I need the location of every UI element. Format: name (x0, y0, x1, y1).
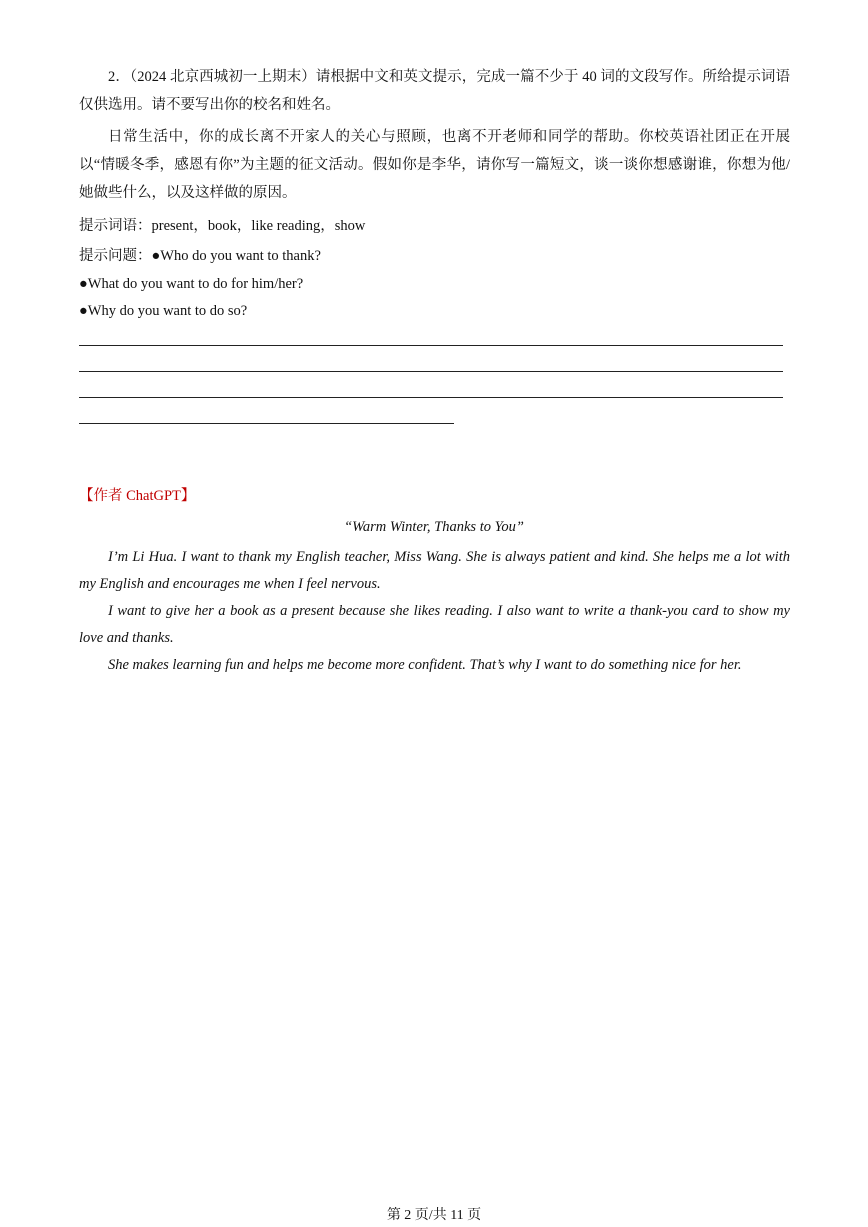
essay-paragraph-3: She makes learning fun and helps me become more confident. That’s why I want to do something nice for her. (108, 657, 742, 673)
question-situation: 日常生活中，你的成长离不开家人的关心与照顾，也离不开老师和同学的帮助。你校英语社团正在开展以“情暖冬季，感恩有你”为主题的征文活动。假如你是李华，请你写一篇短文，谈一谈你想感谢谁，你想为他/她做些什么，以及这样做的原因。 (79, 129, 790, 201)
answer-line-4 (79, 423, 454, 424)
answer-line-2 (79, 371, 783, 372)
essay-paragraph-2: I want to give her a book as a present because she likes reading. I also want to write a thank-you card to show my love and thanks. (79, 603, 790, 646)
question-intro: 2．（2024 北京西城初一上期末）请根据中文和英文提示，完成一篇不少于 40 词的文段写作。所给提示词语仅供选用。请不要写出你的校名和姓名。 (79, 69, 790, 113)
hint-words: 提示词语：present，book，like reading，show (79, 218, 366, 234)
hint-question-3: ●Why do you want to do so? (79, 303, 248, 319)
page-number: 第 2 页/共 11 页 (386, 1208, 482, 1223)
answer-line-3 (79, 397, 783, 398)
essay-title: “Warm Winter, Thanks to You” (344, 519, 524, 535)
author-label: 【作者 ChatGPT】 (79, 488, 196, 504)
answer-line-1 (79, 345, 783, 346)
hint-question-2: ●What do you want to do for him/her? (79, 276, 304, 292)
hint-question-1: 提示问题：●Who do you want to thank? (79, 248, 321, 264)
essay-paragraph-1: I’m Li Hua. I want to thank my English teacher, Miss Wang. She is always patient and kind. She helps me a lot with my English and encourages me when I feel nervous. (79, 549, 790, 592)
